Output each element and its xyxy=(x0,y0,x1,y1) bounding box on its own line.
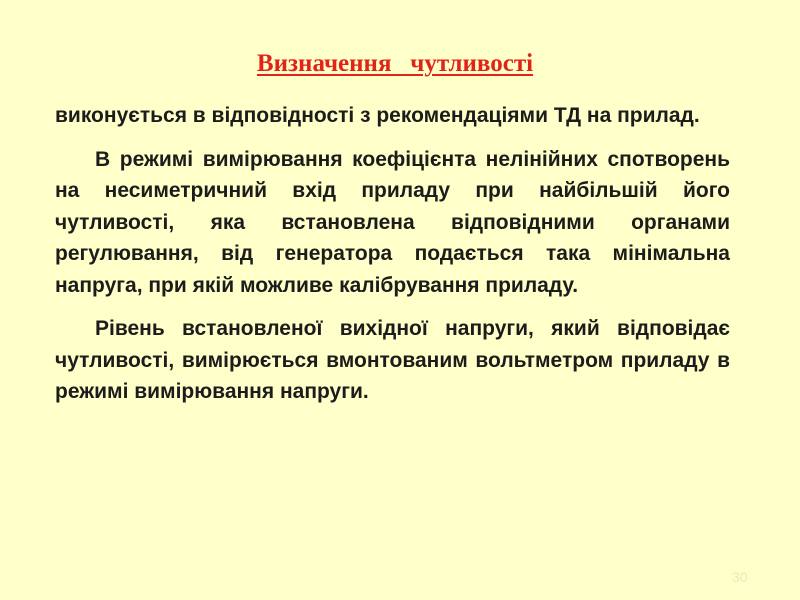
paragraph-output-level: Рівень встановленої вихідної напруги, який відповідає чутливості, вимірюється вмонтованим вольтметром приладу в режимі вимірювання напруги. xyxy=(55,317,730,403)
paragraph-measurement-mode: В режимі вимірювання коефіцієнта нелінійних спотворень на несиметричний вхід приладу при найбільшій його чутливості, яка встановлена відповідними органами регулювання, від генератора подається така мінімальна напруга, при якій можливе калібрування приладу. xyxy=(55,147,730,297)
paragraph-intro: виконується в відповідності з рекомендаціями ТД на прилад. xyxy=(55,104,700,127)
slide-body xyxy=(55,100,730,408)
slide-title: Визначення чутливості xyxy=(256,50,534,77)
page-number: 30 xyxy=(732,569,748,585)
